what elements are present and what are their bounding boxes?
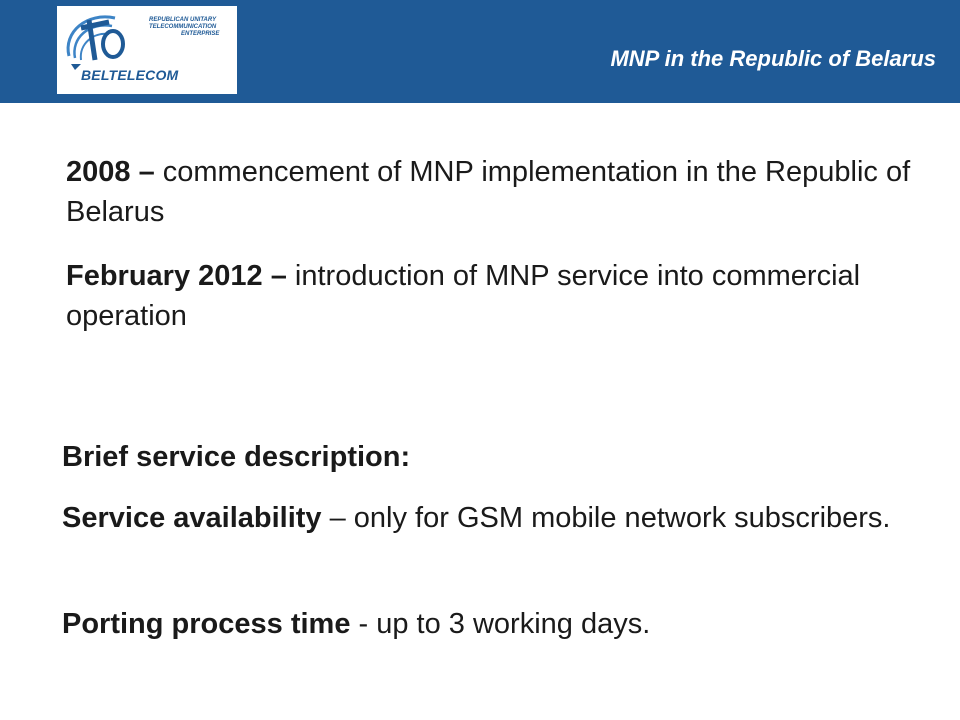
logo-brand-name: BELTELECOM xyxy=(81,67,179,83)
item-term: Porting process time xyxy=(62,608,351,640)
milestone-2012 xyxy=(66,256,926,336)
milestone-date: 2008 – xyxy=(66,156,155,188)
header-band xyxy=(0,0,960,103)
milestone-2008 xyxy=(66,152,926,232)
logo-line: ENTERPRISE xyxy=(181,31,220,37)
item-term: Service availability xyxy=(62,502,322,534)
service-availability xyxy=(62,498,922,538)
logo-line: REPUBLICAN UNITARY xyxy=(149,17,217,23)
logo-enterprise-text xyxy=(149,17,229,38)
porting-process-time xyxy=(62,604,922,644)
description-heading xyxy=(62,437,922,477)
milestone-date: February 2012 – xyxy=(66,260,287,292)
milestone-text: commencement of MNP implementation in the Republic of Belarus xyxy=(66,156,911,228)
logo-line: TELECOMMUNICATION xyxy=(149,24,217,30)
description-heading-text: Brief service description: xyxy=(62,441,411,473)
milestone-text: introduction of MNP service into commercial operation xyxy=(66,260,861,332)
item-text: – only for GSM mobile network subscribers. xyxy=(321,502,891,534)
slide-title: MNP in the Republic of Belarus xyxy=(610,46,936,71)
item-text: - up to 3 working days. xyxy=(350,608,651,640)
company-logo xyxy=(57,6,237,94)
